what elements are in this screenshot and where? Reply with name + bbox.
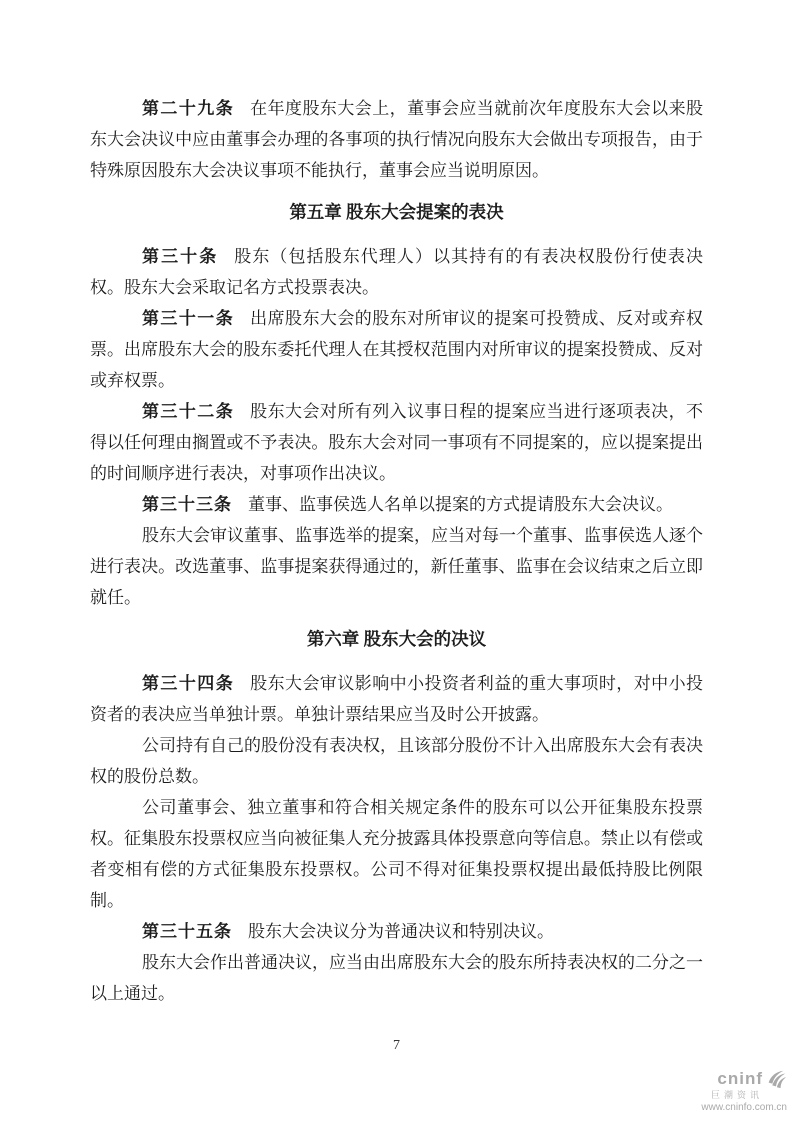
article-paragraph	[90, 668, 703, 730]
article-number: 第二十九条	[142, 99, 235, 118]
article-number: 第三十条	[142, 247, 219, 266]
body-paragraph: 股东大会作出普通决议，应当由出席股东大会的股东所持表决权的二分之一以上通过。	[90, 953, 703, 1003]
article-text: 股东（包括股东代理人）以其持有的有表决权股份行使表决权。股东大会采取记名方式投票表决。	[90, 247, 704, 297]
article-number: 第三十五条	[142, 922, 232, 941]
body-paragraph: 公司董事会、独立董事和符合相关规定条件的股东可以公开征集股东投票权。征集股东投票权应当向被征集人充分披露具体投票意向等信息。禁止以有偿或者变相有偿的方式征集股东投票权。公司不得对征集投票权提出最低持股比例限制。	[90, 798, 703, 910]
article-text: 股东大会审议影响中小投资者利益的重大事项时，对中小投资者的表决应当单独计票。单独计票结果应当及时公开披露。	[90, 674, 704, 724]
article-text: 股东大会决议分为普通决议和特别决议。	[248, 922, 554, 941]
article-number: 第三十四条	[142, 674, 235, 693]
article-paragraph	[90, 489, 703, 520]
cninfo-brand-text: cninf	[717, 1068, 763, 1088]
article-text: 出席股东大会的股东对所审议的提案可投赞成、反对或弃权票。出席股东大会的股东委托代理人在其授权范围内对所审议的提案投赞成、反对或弃权票。	[90, 309, 704, 390]
article-number: 第三十二条	[142, 402, 235, 421]
cninfo-logo	[637, 1068, 787, 1113]
article-paragraph	[90, 93, 703, 186]
body-paragraph: 公司持有自己的股份没有表决权，且该部分股份不计入出席股东大会有表决权的股份总数。	[90, 736, 703, 786]
document-body	[90, 93, 703, 1009]
article-paragraph	[90, 241, 703, 303]
article-number: 第三十一条	[142, 309, 235, 328]
article-text: 在年度股东大会上，董事会应当就前次年度股东大会以来股东大会决议中应由董事会办理的各事项的执行情况向股东大会做出专项报告，由于特殊原因股东大会决议事项不能执行，董事会应当说明原因。	[90, 99, 704, 180]
page-number: 7	[393, 1038, 400, 1053]
cninfo-logo-top	[637, 1068, 787, 1090]
article-text: 董事、监事侯选人名单以提案的方式提请股东大会决议。	[248, 495, 673, 514]
cninfo-url: www.cninfo.com.cn	[701, 1101, 787, 1113]
cninfo-chinese-name: 巨潮资讯	[710, 1090, 763, 1100]
article-paragraph	[90, 396, 703, 489]
chapter-heading: 第六章 股东大会的决议	[306, 629, 487, 649]
article-number: 第三十三条	[142, 495, 232, 514]
cninfo-swirl-icon	[765, 1068, 787, 1090]
article-paragraph	[90, 916, 703, 947]
article-paragraph	[90, 303, 703, 396]
chapter-heading: 第五章 股东大会提案的表决	[289, 202, 504, 222]
article-text: 股东大会对所有列入议事日程的提案应当进行逐项表决，不得以任何理由搁置或不予表决。股东大会对同一事项有不同提案的，应以提案提出的时间顺序进行表决，对事项作出决议。	[90, 402, 704, 483]
body-paragraph: 股东大会审议董事、监事选举的提案，应当对每一个董事、监事侯选人逐个进行表决。改选董事、监事提案获得通过的，新任董事、监事在会议结束之后立即就任。	[90, 526, 703, 607]
